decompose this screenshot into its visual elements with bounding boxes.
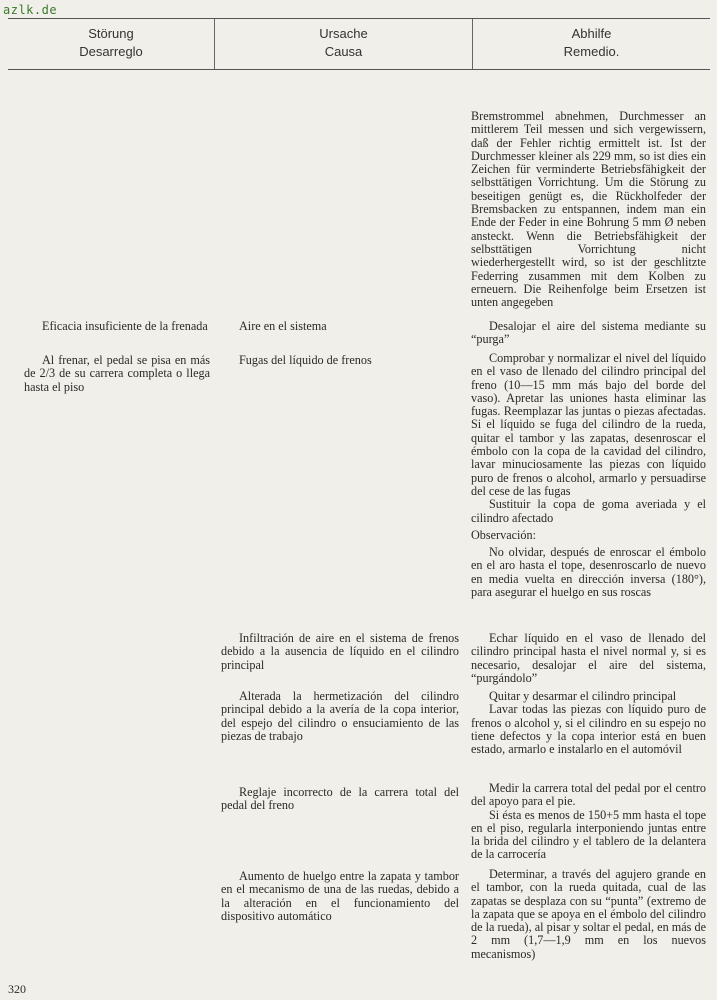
page-number: 320 (8, 982, 26, 996)
table-header (8, 18, 710, 70)
fault-2 (24, 354, 210, 394)
header-col-remedy (472, 19, 710, 69)
remedy-5 (471, 782, 706, 862)
remedy-6-text: Determinar, a través del agujero grande en el tambor, con la rueda quitada, cual de las zapatas se desplaza con su “punta” (extremo de la zapata que se apoya en el émbolo del cilindro de la rueda), al pisar y soltar el pedal, en más de 2 mm (1,7—1,9 mm en los nuevos mecanismos) (471, 867, 706, 961)
remedy-top-paragraph: Bremstrommel abnehmen, Durchmesser an mittlerem Teil messen und sich vergewissern, daß der Fehler richtig ermittelt ist. Ist der Durchmesser kleiner als 229 mm, so ist dies ein Zeichen für verminderte Betriebsfähigkeit der selbsttätigen Vorrichtung. Um die Störung zu beseitigen genügt es, die Rückholfeder der Bremsbacken zu entspannen, indem man ein Ende der Feder in eine Bohrung 5 mm Ø neben ansteckt. Wenn die Betriebsfähigkeit der selbsttätigen Vorrichtung nicht wiederhergestellt wird, so ist der geschlitzte Federring zusammen mit dem Kolben zu erneuern. Die Reihenfolge beim Ersetzen ist unten angegeben (471, 109, 706, 310)
remedy-4b-text: Lavar todas las piezas con líquido puro de frenos o alcohol y, si el cilindro en su espejo no tiene defectos y la copa interior está en buen estado, armarlo e instalarlo en el automóvil (471, 702, 706, 757)
fault-1-text: Eficacia insuficiente de la frenada (42, 319, 208, 333)
header-fault-es: Desarreglo (79, 44, 143, 59)
header-col-fault (8, 19, 214, 69)
cause-4-text: Alterada la hermetización del cilindro principal debido a la avería de la copa interior, del espejo del cilindro o ensuciamiento de las piezas de trabajo (221, 689, 459, 743)
cause-4 (221, 690, 459, 743)
remedy-2b-text: Sustituir la copa de goma averiada y el cilindro afectado (471, 497, 706, 525)
header-col-cause (214, 19, 472, 69)
remedy-1 (471, 320, 706, 347)
header-cause-es: Causa (324, 44, 363, 59)
cause-6 (221, 870, 459, 923)
cause-1-text: Aire en el sistema (239, 319, 327, 333)
header-remedy-es: Remedio. (563, 44, 620, 59)
cause-3 (221, 632, 459, 672)
remedy-2 (471, 352, 706, 599)
cause-5 (221, 786, 459, 813)
remedy-top-text (471, 110, 706, 309)
cause-2 (221, 354, 459, 367)
observation-label: Observación: (471, 527, 536, 542)
remedy-4a-text: Quitar y desarmar el cilindro principal (489, 689, 677, 703)
remedy-6 (471, 868, 706, 961)
remedy-5b-text: Si ésta es menos de 150+5 mm hasta el tope en el piso, regularla interponiendo juntas entre la brida del cilindro y el tablero de la delantera de la carrocería (471, 807, 706, 862)
remedy-1-text: Desalojar el aire del sistema mediante su “purga” (471, 319, 706, 347)
header-cause-de: Ursache (319, 26, 368, 41)
fault-1 (24, 320, 210, 333)
watermark: azlk.de (3, 3, 58, 17)
remedy-5a-text: Medir la carrera total del pedal por el centro del apoyo para el pie. (471, 781, 706, 809)
cause-6-text: Aumento de huelgo entre la zapata y tambor en el mecanismo de una de las ruedas, debido a la alteración en el funcionamiento del dispositivo automático (221, 869, 459, 923)
remedy-3-text: Echar líquido en el vaso de llenado del cilindro principal hasta el nivel normal y, si es necesario, desalojar el aire del sistema, “purgándolo” (471, 631, 706, 685)
observation-text: No olvidar, después de enroscar el émbolo en el aro hasta el tope, desenroscarlo de nuevo en media vuelta en dirección inversa (180°), para asegurar el huelgo en sus roscas (471, 545, 706, 600)
cause-2-text: Fugas del líquido de frenos (239, 353, 372, 367)
header-fault-de: Störung (88, 26, 134, 41)
fault-2-text: Al frenar, el pedal se pisa en más de 2/3 de su carrera completa o llega hasta el piso (24, 353, 210, 394)
header-remedy-de: Abhilfe (571, 26, 612, 41)
cause-1 (221, 320, 459, 333)
remedy-4 (471, 690, 706, 756)
cause-5-text: Reglaje incorrecto de la carrera total del pedal del freno (221, 785, 459, 813)
remedy-3 (471, 632, 706, 685)
remedy-2a-text: Comprobar y normalizar el nivel del líquido en el vaso de llenado del cilindro principal del freno (10—15 mm más bajo del borde del vaso). Apretar las uniones hasta eliminar las fugas. Reemplazar las juntas o piezas afectadas. Si el líquido se fuga del cilindro de la rueda, quitar el tambor y las zapatas, desenroscar el émbolo con la copa de la cavidad del cilindro, lavar minuciosamente las piezas con líquido puro de frenos o alcohol, armarlo y persuadirse del cese de las fugas (471, 351, 706, 498)
cause-3-text: Infiltración de aire en el sistema de frenos debido a la ausencia de líquido en el cilindro principal (221, 631, 459, 672)
